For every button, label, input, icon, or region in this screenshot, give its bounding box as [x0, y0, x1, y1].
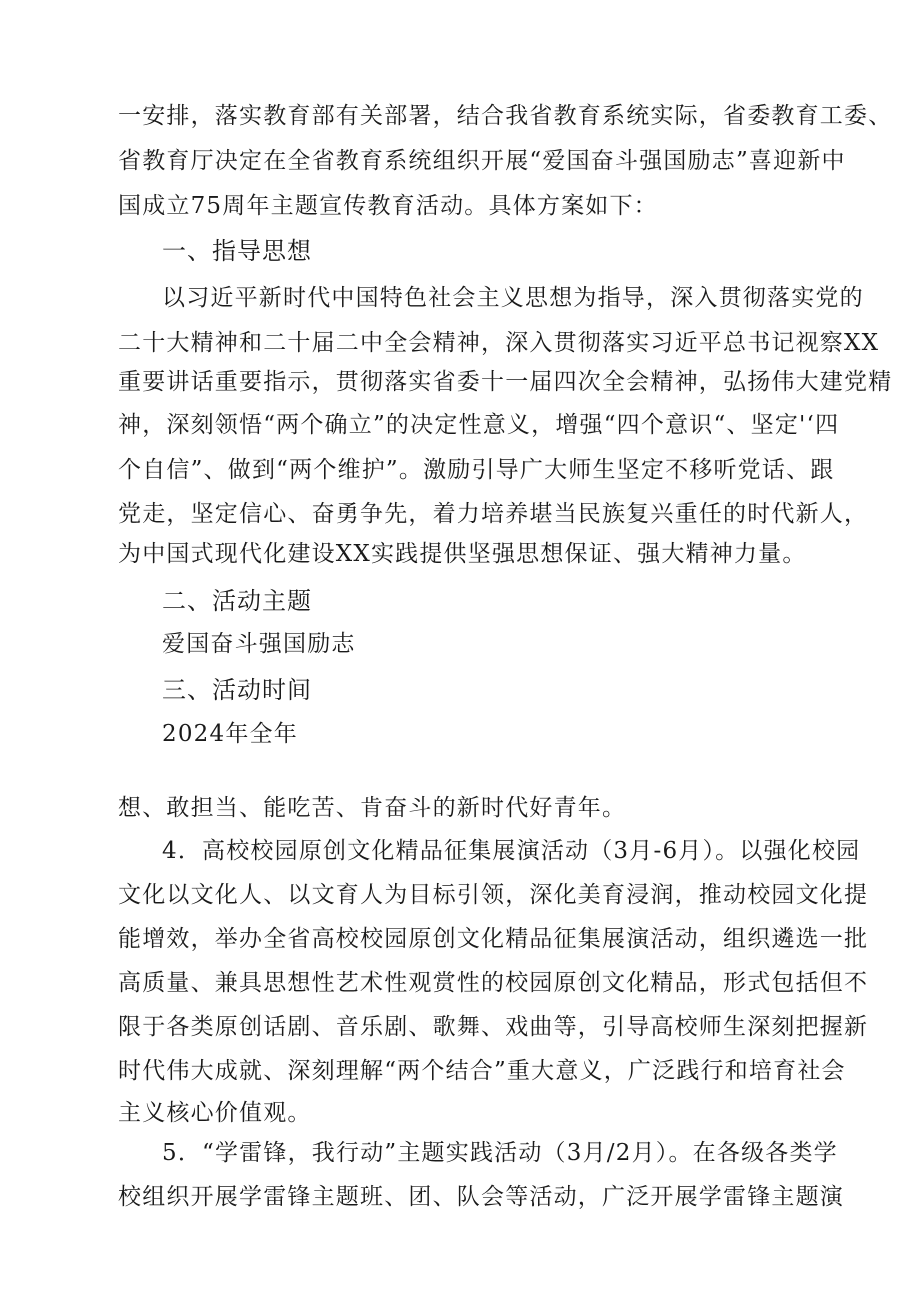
item-4-line-3: 能增效，举办全省高校校园原创文化精品征集展演活动，组织遴选一批	[118, 926, 869, 952]
section-1-line-5: 个自信”、做到“两个维护”。激励引导广大师生坚定不移听党话、跟	[118, 457, 835, 483]
section-1-line-6: 党走，坚定信心、奋勇争先，着力培养堪当民族复兴重任的时代新人，	[118, 501, 869, 527]
item-4-line-4: 高质量、兼具思想性艺术性观赏性的校园原创文化精品，形式包括但不	[118, 970, 869, 996]
section-1-heading: 一、指导思想	[162, 237, 312, 265]
section-1-line-3: 重要讲话重要指示，贯彻落实省委十一届四次全会精神，弘扬伟大建党精	[118, 369, 893, 395]
continuation-line: 想、敢担当、能吃苦、肯奋斗的新时代好青年。	[118, 795, 627, 821]
item-4-line-7: 主义核心价值观。	[118, 1100, 312, 1126]
item-4-line-6: 时代伟大成就、深刻理解“两个结合”重大意义，广泛践行和培育社会	[118, 1058, 846, 1084]
item-5-line-1: 5．“学雷锋，我行动”主题实践活动（3月/2月）。在各级各类学	[162, 1140, 838, 1166]
section-1-line-1: 以习近平新时代中国特色社会主义思想为指导，深入贯彻落实党的	[162, 285, 864, 311]
item-4-line-1: 4．高校校园原创文化精品征集展演活动（3月-6月）。以强化校园	[162, 838, 861, 864]
intro-line-2: 省教育厅决定在全省教育系统组织开展“爱国奋斗强国励志”喜迎新中	[118, 148, 846, 174]
section-2-text: 爱国奋斗强国励志	[162, 631, 356, 657]
item-4-line-5: 限于各类原创话剧、音乐剧、歌舞、戏曲等，引导高校师生深刻把握新	[118, 1014, 869, 1040]
section-1-line-2: 二十大精神和二十届二中全会精神，深入贯彻落实习近平总书记视察XX	[118, 330, 880, 356]
item-5-line-2: 校组织开展学雷锋主题班、团、队会等活动，广泛开展学雷锋主题演	[118, 1184, 844, 1210]
section-3-text: 2024年全年	[162, 721, 298, 747]
item-4-line-2: 文化以文化人、以文育人为目标引领，深化美育浸润，推动校园文化提	[118, 882, 869, 908]
intro-line-3: 国成立75周年主题宣传教育活动。具体方案如下：	[118, 193, 658, 219]
section-1-line-7: 为中国式现代化建设XX实践提供坚强思想保证、强大精神力量。	[118, 541, 807, 567]
section-2-heading: 二、活动主题	[162, 587, 312, 615]
section-3-heading: 三、活动时间	[162, 676, 312, 704]
section-1-line-4: 神，深刻领悟“两个确立”的决定性意义，增强“四个意识“、坚定'‘四	[118, 412, 840, 438]
intro-line-1: 一安排，落实教育部有关部署，结合我省教育系统实际，省委教育工委、	[118, 103, 893, 129]
